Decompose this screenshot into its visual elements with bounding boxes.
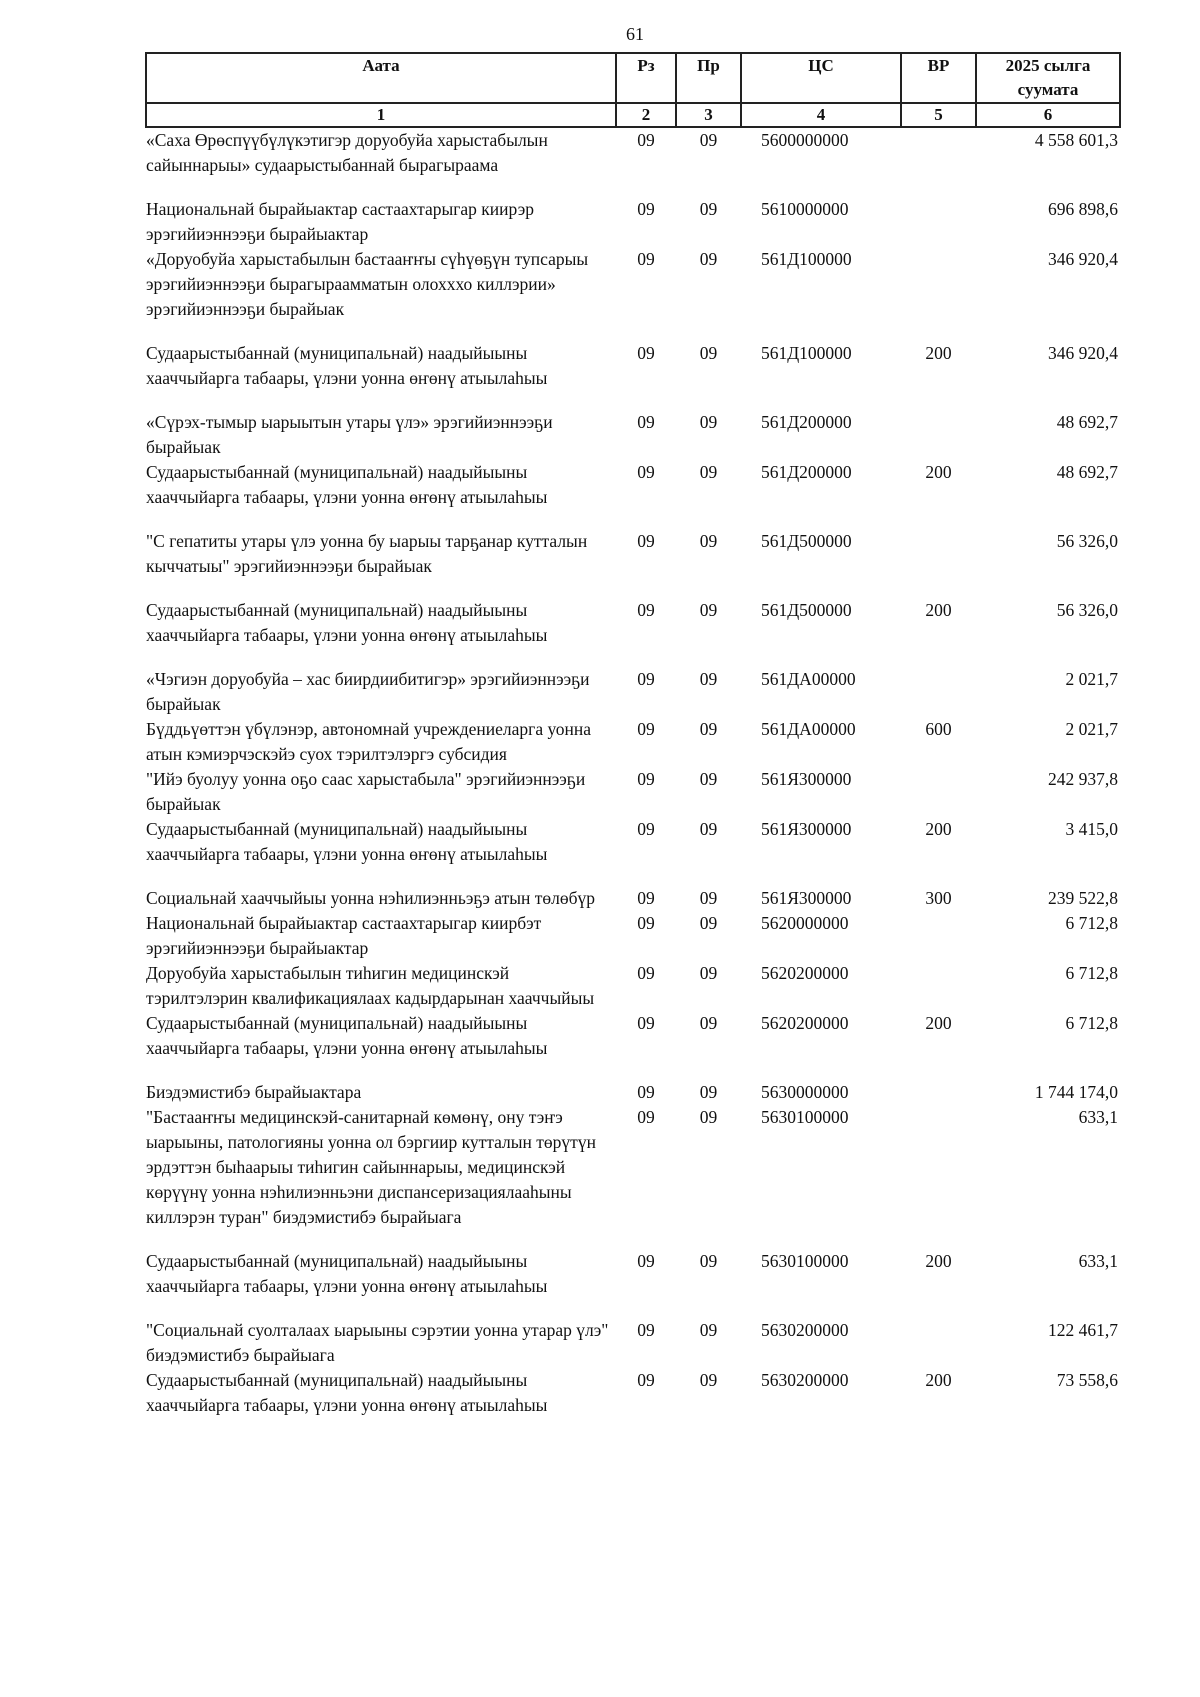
table-row <box>146 598 1120 667</box>
column-header-sum: 2025 сылга суумата <box>976 53 1120 103</box>
row-vr <box>901 1105 976 1249</box>
row-sum: 6 712,8 <box>1065 1013 1118 1033</box>
row-pr: 09 <box>699 963 718 983</box>
row-cs: 561Я300000 <box>761 819 852 839</box>
row-rz: 09 <box>637 1107 655 1127</box>
row-pr: 09 <box>699 199 718 219</box>
page-number: 61 <box>626 24 644 44</box>
row-pr: 09 <box>699 1320 718 1340</box>
row-vr <box>901 961 976 1011</box>
column-number: 6 <box>976 103 1120 127</box>
row-cs: 5610000000 <box>761 199 849 219</box>
row-pr: 09 <box>699 130 718 150</box>
table-row <box>146 247 1120 341</box>
row-sum: 48 692,7 <box>1056 412 1118 432</box>
row-rz: 09 <box>637 249 655 269</box>
row-rz: 09 <box>637 130 655 150</box>
row-name: «Чэгиэн доруобуйа – хас биирдиибитигэр» эрэгийиэннээҕи бырайыак <box>146 669 590 714</box>
row-pr: 09 <box>699 249 718 269</box>
table-row <box>146 717 1120 767</box>
row-sum: 242 937,8 <box>1048 769 1118 789</box>
row-cs: 561ДА00000 <box>761 719 856 739</box>
row-pr: 09 <box>699 819 718 839</box>
table-row <box>146 911 1120 961</box>
row-sum: 56 326,0 <box>1056 600 1118 620</box>
row-rz: 09 <box>637 669 655 689</box>
row-rz: 09 <box>637 1082 655 1102</box>
table-row <box>146 1080 1120 1105</box>
row-vr: 600 <box>925 719 952 739</box>
row-rz: 09 <box>637 1013 655 1033</box>
row-sum: 73 558,6 <box>1056 1370 1118 1390</box>
row-name: Судаарыстыбаннай (муниципальнай) наадыйыыны хааччыйарга табаары, үлэни уонна өҥөнү атыылаһыы <box>146 462 548 507</box>
table-header <box>146 53 1120 127</box>
row-pr: 09 <box>699 913 718 933</box>
row-vr <box>901 127 976 197</box>
row-vr <box>901 197 976 247</box>
table-row <box>146 197 1120 247</box>
row-pr: 09 <box>699 531 718 551</box>
row-vr: 200 <box>925 600 952 620</box>
row-sum: 346 920,4 <box>1048 343 1118 363</box>
row-rz: 09 <box>637 963 655 983</box>
row-name: Национальнай бырайыактар састаахтарыгар киирэр эрэгийиэннээҕи бырайыактар <box>146 199 534 244</box>
column-number: 4 <box>741 103 901 127</box>
row-name: "Социальнай суолталаах ыарыыны сэрэтии уонна утарар үлэ" биэдэмистибэ бырайыага <box>146 1320 609 1365</box>
budget-table <box>145 52 1121 1418</box>
row-rz: 09 <box>637 531 655 551</box>
column-number: 3 <box>676 103 741 127</box>
row-pr: 09 <box>699 412 718 432</box>
row-name: "С гепатиты утары үлэ уонна бу ыарыы тарҕанар кутталын кыччатыы" эрэгийиэннээҕи бырайыак <box>146 531 588 576</box>
row-pr: 09 <box>699 719 718 739</box>
row-vr: 300 <box>925 888 952 908</box>
column-header-vr: ВР <box>901 53 976 103</box>
row-name: «Доруобуйа харыстабылын бастааҥҥы сүһүөҕүн тупсарыы эрэгийиэннээҕи бырагыраамматын олохххо киллэрии» эрэгийиэннээҕи бырайыак <box>146 249 589 319</box>
row-cs: 561Д500000 <box>761 600 852 620</box>
row-pr: 09 <box>699 1013 718 1033</box>
row-sum: 633,1 <box>1078 1251 1118 1271</box>
column-header-rz: Рз <box>616 53 676 103</box>
row-vr <box>901 410 976 460</box>
row-pr: 09 <box>699 669 718 689</box>
row-name: Судаарыстыбаннай (муниципальнай) наадыйыыны хааччыйарга табаары, үлэни уонна өҥөнү атыылаһыы <box>146 600 548 645</box>
row-rz: 09 <box>637 819 655 839</box>
table-row <box>146 460 1120 529</box>
row-cs: 561Д100000 <box>761 343 852 363</box>
column-header-name: Аата <box>146 53 616 103</box>
row-name: Биэдэмистибэ бырайыактара <box>146 1082 362 1102</box>
row-vr <box>901 767 976 817</box>
row-rz: 09 <box>637 343 655 363</box>
row-pr: 09 <box>699 888 718 908</box>
row-cs: 5630200000 <box>761 1370 849 1390</box>
table-row <box>146 817 1120 886</box>
row-vr: 200 <box>925 462 952 482</box>
row-sum: 6 712,8 <box>1065 963 1118 983</box>
row-rz: 09 <box>637 719 655 739</box>
table-row <box>146 961 1120 1011</box>
row-name: Бүддьүөттэн үбүлэнэр, автономнай учреждениеларга уонна атын кэмиэрчэскэйэ суох тэрилтэлэргэ субсидия <box>146 719 592 764</box>
row-rz: 09 <box>637 913 655 933</box>
table-body <box>146 127 1120 1418</box>
row-pr: 09 <box>699 1082 718 1102</box>
row-sum: 239 522,8 <box>1048 888 1118 908</box>
row-cs: 5620000000 <box>761 913 849 933</box>
row-cs: 561ДА00000 <box>761 669 856 689</box>
row-rz: 09 <box>637 1251 655 1271</box>
column-header-pr: Пр <box>676 53 741 103</box>
row-cs: 5620200000 <box>761 963 849 983</box>
row-rz: 09 <box>637 769 655 789</box>
row-name: «Сүрэх-тымыр ыарыытын утары үлэ» эрэгийиэннээҕи бырайыак <box>146 412 553 457</box>
row-name: Судаарыстыбаннай (муниципальнай) наадыйыыны хааччыйарга табаары, үлэни уонна өҥөнү атыылаһыы <box>146 343 548 388</box>
row-cs: 561Я300000 <box>761 888 852 908</box>
row-sum: 122 461,7 <box>1048 1320 1118 1340</box>
row-cs: 5630100000 <box>761 1251 849 1271</box>
row-sum: 6 712,8 <box>1065 913 1118 933</box>
row-pr: 09 <box>699 1370 718 1390</box>
table-row <box>146 767 1120 817</box>
table-row <box>146 886 1120 911</box>
row-pr: 09 <box>699 343 718 363</box>
row-cs: 5630000000 <box>761 1082 849 1102</box>
table-row <box>146 1318 1120 1368</box>
row-cs: 561Я300000 <box>761 769 852 789</box>
row-cs: 561Д100000 <box>761 249 852 269</box>
row-sum: 346 920,4 <box>1048 249 1118 269</box>
row-vr: 200 <box>925 1251 952 1271</box>
table-row <box>146 341 1120 410</box>
row-name: Национальнай бырайыактар састаахтарыгар киирбэт эрэгийиэннээҕи бырайыактар <box>146 913 542 958</box>
row-cs: 561Д200000 <box>761 412 852 432</box>
column-number: 1 <box>146 103 616 127</box>
row-vr: 200 <box>925 343 952 363</box>
row-pr: 09 <box>699 1251 718 1271</box>
row-name: Судаарыстыбаннай (муниципальнай) наадыйыыны хааччыйарга табаары, үлэни уонна өҥөнү атыылаһыы <box>146 1013 548 1058</box>
row-name: Доруобуйа харыстабылын тиһигин медицинскэй тэрилтэлэрин квалификациялаах кадырдарынан хааччыйыы <box>146 963 595 1008</box>
budget-table-container <box>145 52 1119 1418</box>
row-name: "Бастааҥҥы медицинскэй-санитарнай көмөнү, ону тэҥэ ыарыыны, патологияны уонна ол бэргиир кутталын төрүтүн эрдэттэн быһаарыы тиһигин сайыннарыы, медицинскэй көрүүнү уонна нэһилиэнньэни диспансеризациялааһыны киллэрэн туран" биэдэмистибэ бырайыага <box>146 1107 596 1227</box>
column-header-cs: ЦС <box>741 53 901 103</box>
row-sum: 3 415,0 <box>1065 819 1118 839</box>
row-cs: 561Д200000 <box>761 462 852 482</box>
row-vr: 200 <box>925 1013 952 1033</box>
row-pr: 09 <box>699 769 718 789</box>
column-number: 5 <box>901 103 976 127</box>
table-row <box>146 1105 1120 1249</box>
table-row <box>146 1368 1120 1418</box>
row-vr: 200 <box>925 819 952 839</box>
row-rz: 09 <box>637 462 655 482</box>
row-sum: 2 021,7 <box>1065 719 1118 739</box>
row-sum: 4 558 601,3 <box>1034 130 1118 150</box>
row-name: «Саха Өрөспүүбүлүкэтигэр доруобуйа харыстабылын сайыннарыы» судаарыстыбаннай бырагыраама <box>146 130 548 175</box>
row-rz: 09 <box>637 199 655 219</box>
row-vr <box>901 1318 976 1368</box>
row-rz: 09 <box>637 600 655 620</box>
table-row <box>146 1249 1120 1318</box>
table-row <box>146 529 1120 598</box>
row-vr <box>901 247 976 341</box>
row-cs: 561Д500000 <box>761 531 852 551</box>
row-pr: 09 <box>699 462 718 482</box>
row-vr <box>901 667 976 717</box>
column-number: 2 <box>616 103 676 127</box>
row-vr <box>901 529 976 598</box>
row-cs: 5600000000 <box>761 130 849 150</box>
row-vr <box>901 1080 976 1105</box>
table-row <box>146 127 1120 197</box>
row-name: Социальнай хааччыйыы уонна нэһилиэнньэҕэ атын төлөбүр <box>146 888 596 908</box>
row-rz: 09 <box>637 888 655 908</box>
row-name: "Ийэ буолуу уонна оҕо саас харыстабыла" эрэгийиэннээҕи бырайыак <box>146 769 586 814</box>
row-rz: 09 <box>637 1320 655 1340</box>
row-name: Судаарыстыбаннай (муниципальнай) наадыйыыны хааччыйарга табаары, үлэни уонна өҥөнү атыылаһыы <box>146 1370 548 1415</box>
table-row <box>146 1011 1120 1080</box>
row-sum: 56 326,0 <box>1056 531 1118 551</box>
row-rz: 09 <box>637 1370 655 1390</box>
row-cs: 5630100000 <box>761 1107 849 1127</box>
table-row <box>146 667 1120 717</box>
row-name: Судаарыстыбаннай (муниципальнай) наадыйыыны хааччыйарга табаары, үлэни уонна өҥөнү атыылаһыы <box>146 819 548 864</box>
row-pr: 09 <box>699 1107 718 1127</box>
row-cs: 5630200000 <box>761 1320 849 1340</box>
row-pr: 09 <box>699 600 718 620</box>
row-sum: 1 744 174,0 <box>1034 1082 1118 1102</box>
row-sum: 696 898,6 <box>1048 199 1118 219</box>
row-sum: 48 692,7 <box>1056 462 1118 482</box>
row-vr: 200 <box>925 1370 952 1390</box>
row-cs: 5620200000 <box>761 1013 849 1033</box>
row-vr <box>901 911 976 961</box>
table-row <box>146 410 1120 460</box>
row-name: Судаарыстыбаннай (муниципальнай) наадыйыыны хааччыйарга табаары, үлэни уонна өҥөнү атыылаһыы <box>146 1251 548 1296</box>
row-rz: 09 <box>637 412 655 432</box>
row-sum: 2 021,7 <box>1065 669 1118 689</box>
row-sum: 633,1 <box>1078 1107 1118 1127</box>
